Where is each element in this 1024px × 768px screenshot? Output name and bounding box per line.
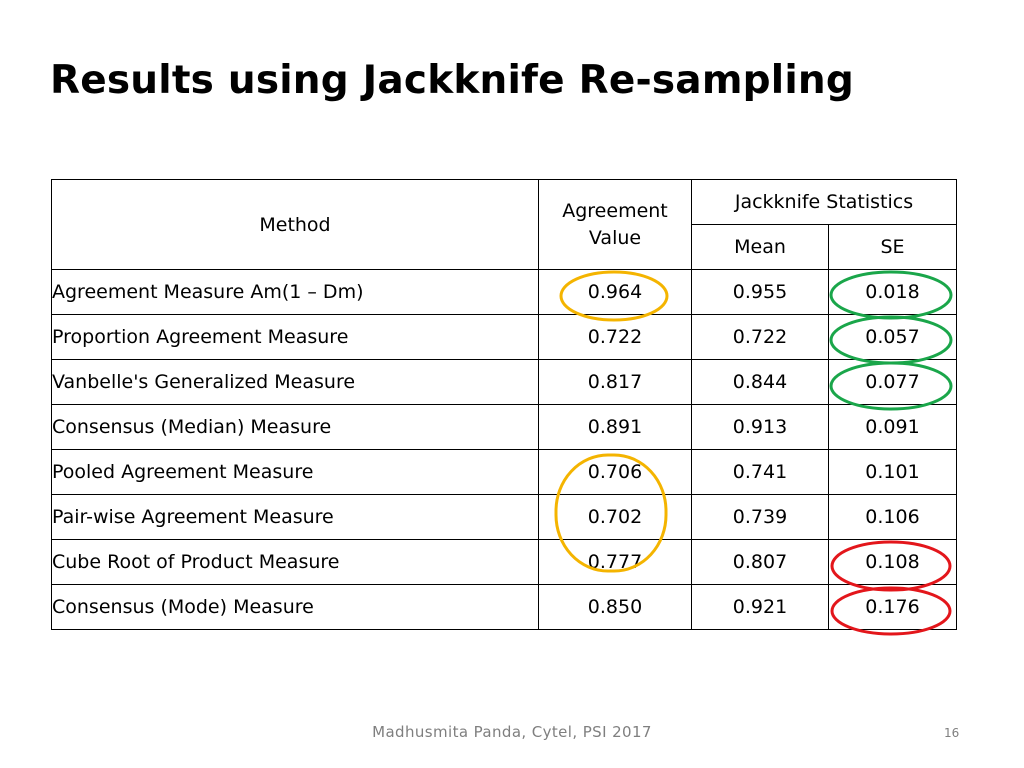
table-row xyxy=(52,405,957,450)
method-cell: Pair-wise Agreement Measure xyxy=(52,495,539,540)
agreement-value-cell: 0.891 xyxy=(539,405,692,450)
table-row xyxy=(52,540,957,585)
mean-column-header: Mean xyxy=(692,225,829,270)
agreement-value-cell: 0.706 xyxy=(539,450,692,495)
se-cell: 0.101 xyxy=(829,450,957,495)
agreement-value-column-header: Agreement Value xyxy=(539,180,692,270)
mean-cell: 0.913 xyxy=(692,405,829,450)
method-cell: Consensus (Median) Measure xyxy=(52,405,539,450)
se-cell: 0.176 xyxy=(829,585,957,630)
method-column-header: Method xyxy=(52,180,539,270)
table-header xyxy=(52,180,957,270)
mean-cell: 0.741 xyxy=(692,450,829,495)
method-cell: Cube Root of Product Measure xyxy=(52,540,539,585)
agreement-value-cell: 0.702 xyxy=(539,495,692,540)
table-body xyxy=(52,270,957,630)
table-row xyxy=(52,495,957,540)
agreement-value-cell: 0.722 xyxy=(539,315,692,360)
slide-title: Results using Jackknife Re-sampling xyxy=(50,58,854,103)
mean-cell: 0.844 xyxy=(692,360,829,405)
method-cell: Pooled Agreement Measure xyxy=(52,450,539,495)
slide-footer: Madhusmita Panda, Cytel, PSI 2017 xyxy=(372,723,652,741)
method-cell: Consensus (Mode) Measure xyxy=(52,585,539,630)
agreement-value-cell: 0.817 xyxy=(539,360,692,405)
page-number: 16 xyxy=(944,726,960,740)
agreement-value-cell: 0.964 xyxy=(539,270,692,315)
agreement-value-cell: 0.777 xyxy=(539,540,692,585)
se-cell: 0.091 xyxy=(829,405,957,450)
se-cell: 0.057 xyxy=(829,315,957,360)
mean-cell: 0.921 xyxy=(692,585,829,630)
table-row xyxy=(52,315,957,360)
mean-cell: 0.955 xyxy=(692,270,829,315)
table-row xyxy=(52,585,957,630)
table-row xyxy=(52,360,957,405)
mean-cell: 0.807 xyxy=(692,540,829,585)
results-table xyxy=(51,179,957,630)
mean-cell: 0.739 xyxy=(692,495,829,540)
table-row xyxy=(52,270,957,315)
se-cell: 0.018 xyxy=(829,270,957,315)
se-column-header: SE xyxy=(829,225,957,270)
method-cell: Proportion Agreement Measure xyxy=(52,315,539,360)
se-cell: 0.077 xyxy=(829,360,957,405)
se-cell: 0.108 xyxy=(829,540,957,585)
method-cell: Vanbelle's Generalized Measure xyxy=(52,360,539,405)
table-row xyxy=(52,450,957,495)
agreement-value-cell: 0.850 xyxy=(539,585,692,630)
mean-cell: 0.722 xyxy=(692,315,829,360)
method-cell: Agreement Measure Am(1 – Dm) xyxy=(52,270,539,315)
se-cell: 0.106 xyxy=(829,495,957,540)
jackknife-statistics-header: Jackknife Statistics xyxy=(692,180,957,225)
